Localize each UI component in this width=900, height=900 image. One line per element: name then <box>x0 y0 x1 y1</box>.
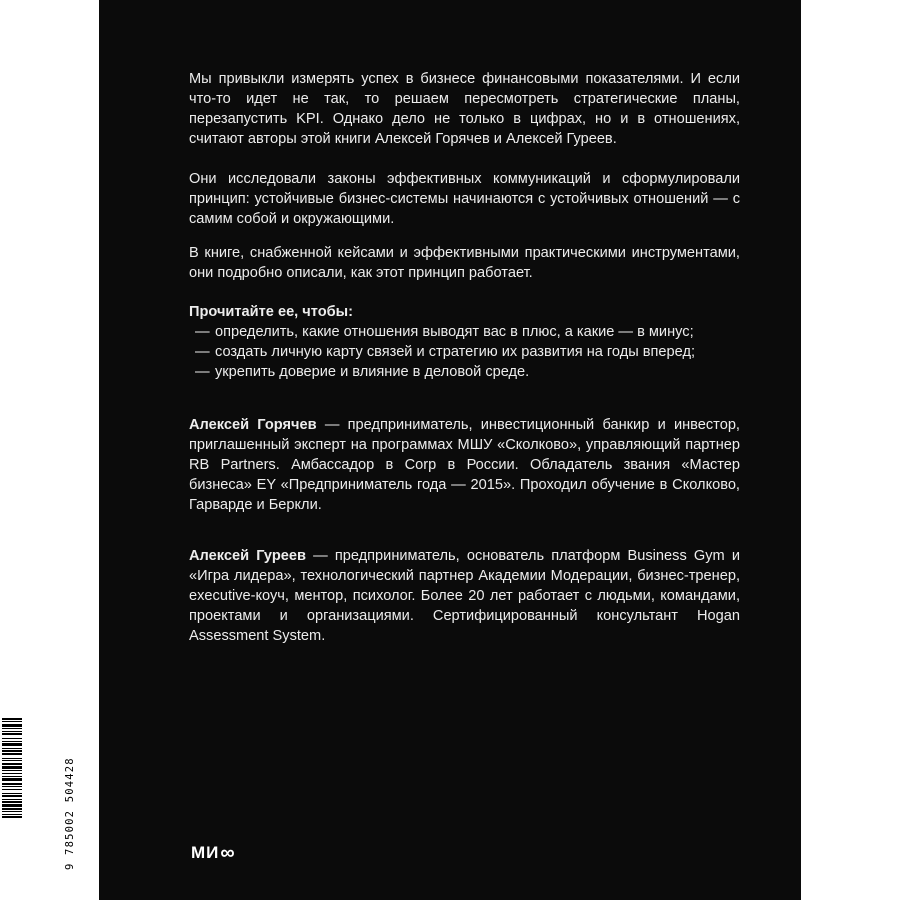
intro-paragraph-3: В книге, снабженной кейсами и эффективными практическими инструментами, они подробно описали, как этот принцип работает. <box>189 245 740 281</box>
barcode-label <box>0 711 76 870</box>
barcode-bar <box>2 753 22 755</box>
author-name: Алексей Горячев <box>189 417 317 433</box>
barcode-bar <box>2 789 22 790</box>
barcode-bar <box>2 766 22 769</box>
barcode-bar <box>2 758 22 759</box>
infinity-icon: ∞ <box>220 841 236 864</box>
barcode-bar <box>2 750 22 752</box>
intro-section-2 <box>189 169 740 229</box>
barcode-bar <box>2 778 22 781</box>
intro-paragraph-2: Они исследовали законы эффективных коммуникаций и сформулировали принцип: устойчивые бизнес-системы начинаются с устойчивых отношений — с самим собой и окружающими. <box>189 171 740 227</box>
barcode-bar <box>2 804 22 807</box>
intro-section-3 <box>189 243 740 283</box>
dash-marker: — <box>195 344 210 360</box>
barcode-bar <box>2 770 22 771</box>
barcode-bar <box>2 793 22 794</box>
list-item <box>189 322 740 342</box>
publisher-logo <box>191 843 236 863</box>
barcode-bar <box>2 801 22 803</box>
barcode-image <box>2 714 42 864</box>
list-item <box>189 342 740 362</box>
publisher-logo-letters: МИ <box>191 843 220 862</box>
author-bio-gureev <box>189 546 740 646</box>
barcode-bar <box>2 741 22 742</box>
barcode-bar <box>2 718 22 720</box>
author-name: Алексей Гуреев <box>189 548 306 564</box>
author-bio-text: — предприниматель, основатель платформ Business Gym и «Игра лидера», технологический партнер Академии Модерации, бизнес-тренер, executive-коуч, ментор, психолог. Более 20 лет работает с людьми, командами, проектами и организациями. Сертифицированный консультант Hogan Assessment System. <box>189 548 740 644</box>
dash-marker: — <box>195 324 210 340</box>
barcode-bar <box>2 814 22 815</box>
barcode-bar <box>2 738 22 739</box>
barcode-bar <box>2 724 22 727</box>
barcode-bar <box>2 760 22 761</box>
isbn-number: 9 785002 504428 <box>64 757 76 870</box>
barcode-bar <box>2 799 22 800</box>
intro-paragraph-1: Мы привыкли измерять успех в бизнесе финансовыми показателями. И если что-то идет не так, то решаем пересмотреть стратегические планы, перезапустить KPI. Однако дело не только в цифрах, но и в отношениях, считают авторы этой книги Алексей Горячев и Алексей Гуреев. <box>189 71 740 147</box>
barcode-bar <box>2 773 22 774</box>
author-bio-goryachev <box>189 415 740 515</box>
barcode-bar <box>2 811 22 812</box>
author-bio-paragraph <box>189 546 740 646</box>
barcode-bar <box>2 731 22 732</box>
barcode-bar <box>2 783 22 785</box>
list-item-text: создать личную карту связей и стратегию их развития на годы вперед; <box>215 344 696 360</box>
barcode-bar <box>2 776 22 777</box>
list-item <box>189 362 740 382</box>
intro-section <box>189 69 740 149</box>
back-cover <box>99 0 801 900</box>
reasons-heading: Прочитайте ее, чтобы: <box>189 304 353 320</box>
reasons-list <box>189 322 740 382</box>
barcode-bar <box>2 763 22 765</box>
author-bio-paragraph <box>189 415 740 515</box>
barcode-bar <box>2 728 22 729</box>
list-item-text: определить, какие отношения выводят вас в плюс, а какие — в минус; <box>215 324 694 340</box>
list-item-text: укрепить доверие и влияние в деловой среде. <box>215 364 530 380</box>
barcode-bar <box>2 748 22 749</box>
author-bio-text: — предприниматель, инвестиционный банкир и инвестор, приглашенный эксперт на программах МШУ «Сколково», управляющий партнер RB Partners. Амбассадор в Corp в России. Обладатель звания «Мастер бизнеса» EY «Предприниматель года — 2015». Проходил обучение в Сколково, Гарварде и Беркли. <box>189 417 740 513</box>
barcode-bar <box>2 808 22 810</box>
barcode-bar <box>2 721 22 722</box>
reasons-section <box>189 302 740 382</box>
barcode-bar <box>2 786 22 787</box>
dash-marker: — <box>195 364 210 380</box>
barcode-bar <box>2 733 22 735</box>
barcode-bar <box>2 816 22 818</box>
barcode-bar <box>2 795 22 797</box>
barcode-bar <box>2 743 22 746</box>
